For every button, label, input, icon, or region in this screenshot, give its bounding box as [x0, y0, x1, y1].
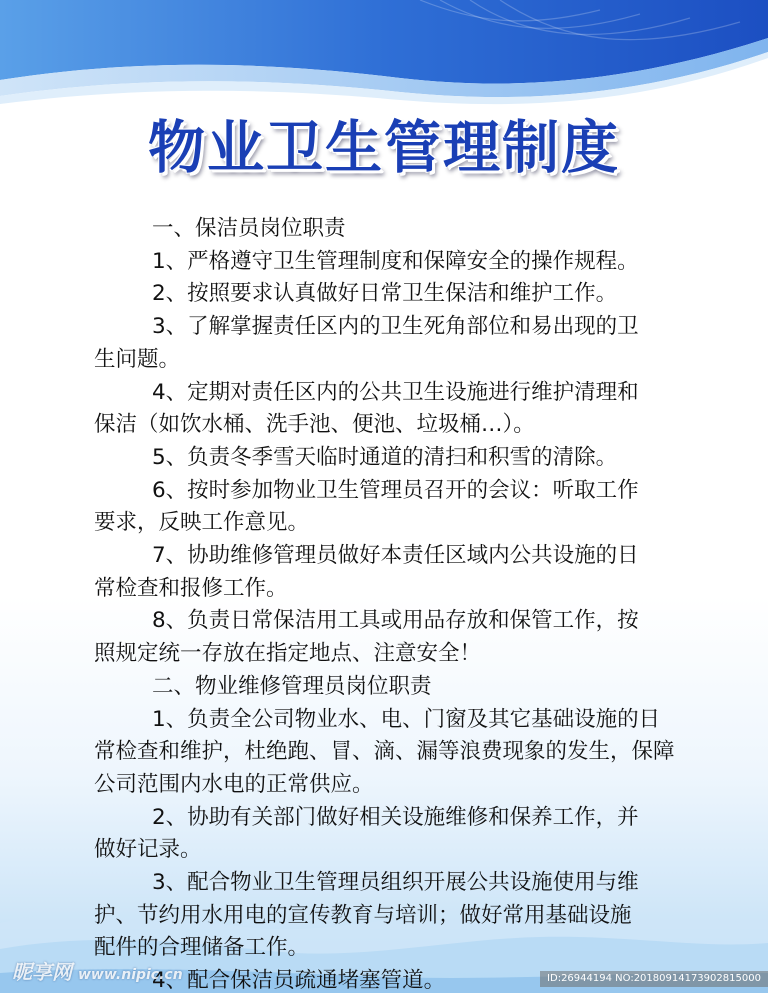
- list-item-continuation: 照规定统一存放在指定地点、注意安全！: [94, 641, 482, 667]
- list-item: 3、了解掌握责任区内的卫生死角部位和易出现的卫: [152, 314, 639, 340]
- page-title: 物业卫生管理制度: [148, 115, 620, 181]
- list-item-continuation: 护、节约用水用电的宣传教育与培训；做好常用基础设施: [94, 902, 632, 928]
- section-heading: 一、保洁员岗位职责: [152, 216, 346, 241]
- list-item-continuation: 常检查和报修工作。: [94, 575, 288, 601]
- list-item-continuation: 常检查和维护，杜绝跑、冒、滴、漏等浪费现象的发生，保障: [94, 739, 675, 765]
- list-item: 5、负责冬季雪天临时通道的清扫和积雪的清除。: [152, 444, 618, 470]
- list-item: 2、协助有关部门做好相关设施维修和保养工作，并: [152, 804, 639, 830]
- top-wave-banner: [0, 0, 768, 110]
- watermark-url: www.nipic.cn: [78, 967, 183, 983]
- list-item-continuation: 公司范围内水电的正常供应。: [94, 771, 374, 797]
- list-item: 4、配合保洁员疏通堵塞管道。: [152, 968, 446, 994]
- list-item-continuation: 生问题。: [94, 346, 181, 372]
- watermark-id: ID:26944194 NO:20180914173902815000: [540, 971, 768, 987]
- list-item: 1、严格遵守卫生管理制度和保障安全的操作规程。: [152, 248, 639, 274]
- list-item: 4、定期对责任区内的公共卫生设施进行维护清理和: [152, 379, 639, 405]
- list-item: 2、按照要求认真做好日常卫生保洁和维护工作。: [152, 281, 618, 307]
- list-item: 8、负责日常保洁用工具或用品存放和保管工作，按: [152, 608, 639, 634]
- list-item-continuation: 做好记录。: [94, 837, 202, 863]
- list-item-continuation: 配件的合理储备工作。: [94, 935, 310, 961]
- list-item: 1、负责全公司物业水、电、门窗及其它基础设施的日: [152, 706, 661, 732]
- section-heading: 二、物业维修管理员岗位职责: [152, 673, 432, 699]
- list-item-continuation: 保洁（如饮水桶、洗手池、便池、垃圾桶…）。: [94, 412, 535, 438]
- list-item: 6、按时参加物业卫生管理员召开的会议：听取工作: [152, 477, 639, 503]
- list-item-continuation: 要求，反映工作意见。: [94, 510, 310, 536]
- watermark-logo: 昵享网: [12, 960, 72, 984]
- regulation-text: [94, 213, 694, 998]
- list-item: 3、配合物业卫生管理员组织开展公共设施使用与维: [152, 870, 639, 896]
- list-item: 7、协助维修管理员做好本责任区域内公共设施的日: [152, 543, 639, 569]
